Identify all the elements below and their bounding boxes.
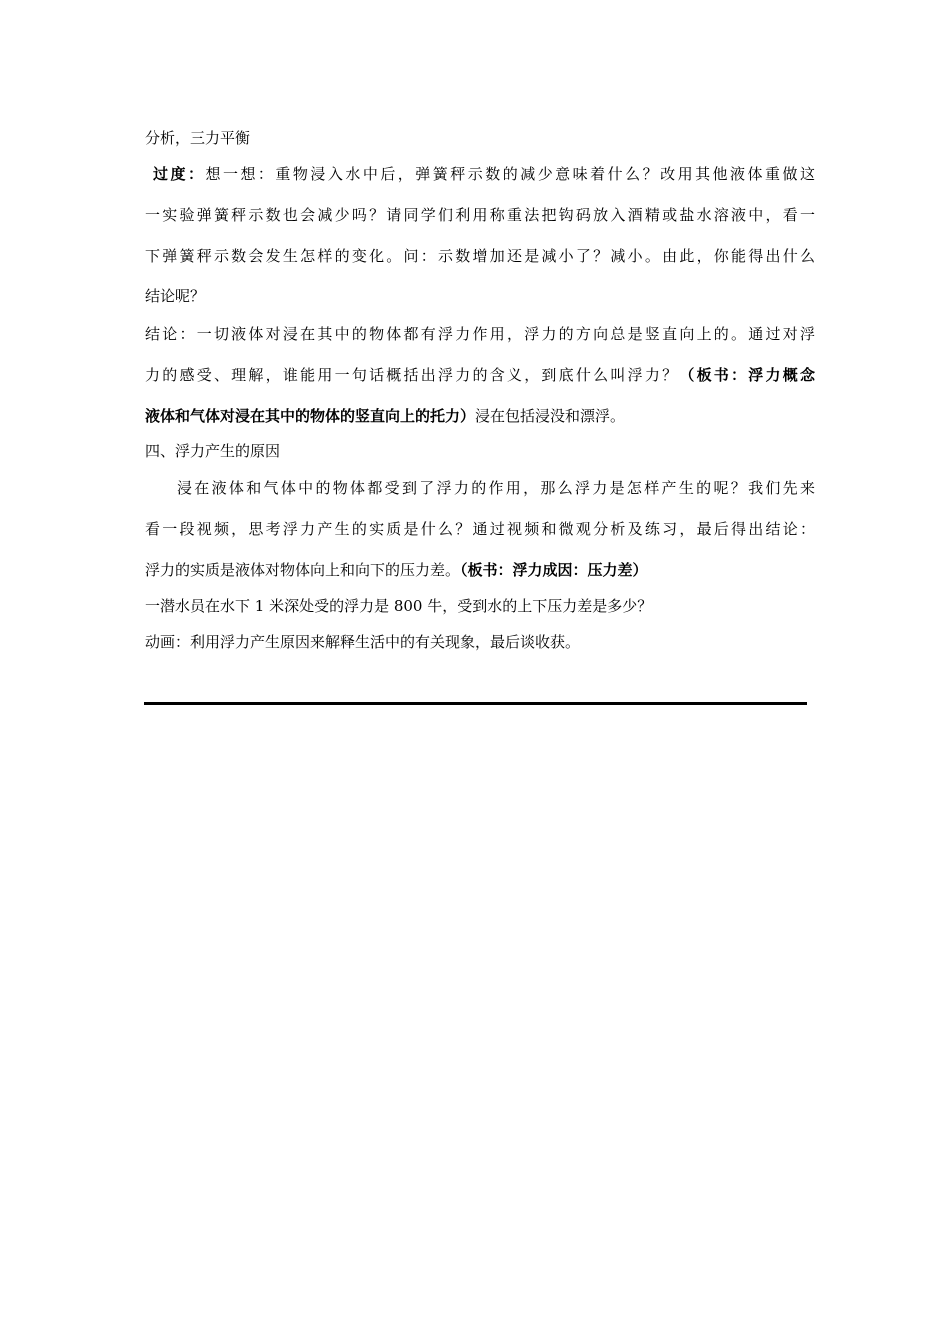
cause-text-3: 浮力的实质是液体对物体向上和向下的压力差。	[145, 561, 461, 579]
transition-label: 过度：	[153, 165, 206, 183]
blackboard-note-concept: （板书：浮力概念	[679, 366, 815, 384]
paragraph-conclusion-line-3	[145, 406, 815, 426]
exercise-question: 一潜水员在水下 1 米深处受的浮力是 800 牛，受到水的上下压力差是多少？	[145, 597, 653, 615]
paragraph-transition-line-4: 结论呢？	[145, 287, 206, 305]
paragraph-transition-line-2: 一实验弹簧秤示数也会减少吗？请同学们利用称重法把钩码放入酒精或盐水溶液中，看一	[145, 206, 815, 224]
blackboard-note-cause: （板书：浮力成因：压力差）	[460, 561, 648, 579]
section-title: 四、浮力产生的原因	[145, 442, 281, 460]
transition-text-1: 想一想：重物浸入水中后，弹簧秤示数的减少意味着什么？改用其他液体重做这	[205, 165, 815, 183]
conclusion-text-2: 力的感受、理解，谁能用一句话概括出浮力的含义，到底什么叫浮力？	[145, 366, 680, 384]
paragraph-cause-line-2: 看一段视频，思考浮力产生的实质是什么？通过视频和微观分析及练习，最后得出结论：	[145, 520, 815, 538]
horizontal-divider	[144, 702, 807, 705]
paragraph-transition-line-3: 下弹簧秤示数会发生怎样的变化。问：示数增加还是减小了？减小。由此，你能得出什么	[145, 247, 815, 265]
paragraph-cause-line-3	[145, 560, 815, 580]
blackboard-note-definition: 液体和气体对浸在其中的物体的竖直向上的托力）	[145, 407, 476, 425]
animation-note: 动画：利用浮力产生原因来解释生活中的有关现象，最后谈收获。	[145, 633, 581, 651]
text-line-analysis: 分析，三力平衡	[145, 129, 251, 147]
paragraph-transition-line-1	[145, 164, 815, 184]
conclusion-text-3: 浸在包括浸没和漂浮。	[475, 407, 626, 425]
paragraph-cause-line-1: 浸在液体和气体中的物体都受到了浮力的作用，那么浮力是怎样产生的呢？我们先来	[177, 479, 815, 497]
paragraph-conclusion-line-1: 结论：一切液体对浸在其中的物体都有浮力作用，浮力的方向总是竖直向上的。通过对浮	[145, 325, 815, 343]
paragraph-conclusion-line-2	[145, 365, 815, 385]
